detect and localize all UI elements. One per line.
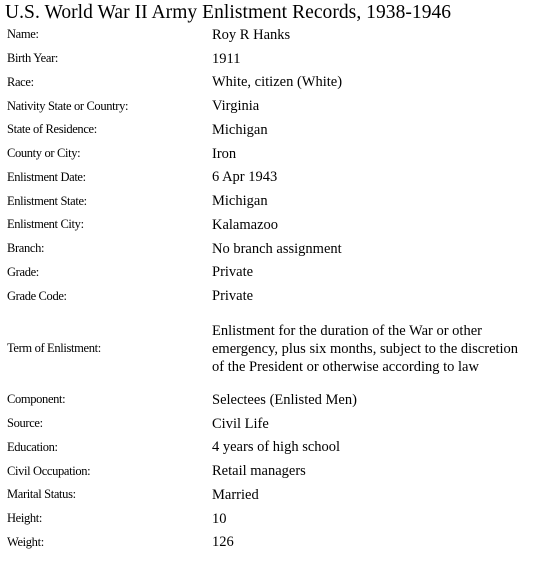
field-label: Grade Code: (7, 288, 67, 303)
record-row-enlistment-state (7, 189, 532, 213)
record-row-grade (7, 261, 532, 285)
field-label: Nativity State or Country: (7, 98, 129, 113)
record-row-enlistment-date (7, 166, 532, 190)
field-label: Education: (7, 439, 58, 454)
field-value: Iron (212, 145, 237, 162)
field-label: State of Residence: (7, 122, 97, 137)
page-title: U.S. World War II Army Enlistment Records, 1938-1946 (5, 2, 452, 23)
field-label: Grade: (7, 264, 39, 279)
field-label: Weight: (7, 534, 44, 549)
field-value: Selectees (Enlisted Men) (212, 391, 357, 408)
field-label: Source: (7, 416, 43, 431)
record-row-education (7, 436, 532, 460)
record-row-grade-code (7, 284, 532, 308)
record-row-birth-year (7, 47, 532, 71)
field-value: 4 years of high school (212, 439, 341, 456)
field-label: Marital Status: (7, 487, 76, 502)
field-value: No branch assignment (212, 240, 342, 257)
field-value: Kalamazoo (212, 216, 279, 233)
field-label: Term of Enlistment: (7, 340, 101, 355)
field-value: 126 (212, 534, 234, 551)
record-row-county (7, 142, 532, 166)
record-row-height (7, 507, 532, 531)
record-row-component (7, 388, 532, 412)
field-label: Civil Occupation: (7, 463, 91, 478)
record-row-weight (7, 531, 532, 555)
field-value: Virginia (212, 98, 260, 115)
field-label: Enlistment City: (7, 217, 84, 232)
field-label: Enlistment State: (7, 193, 87, 208)
field-value: Private (212, 264, 254, 281)
record-row-source (7, 412, 532, 436)
record-row-term-of-enlistment (7, 308, 532, 388)
field-label: Height: (7, 511, 43, 526)
field-label: Birth Year: (7, 51, 59, 66)
record-row-nativity (7, 94, 532, 118)
record-row-name (7, 23, 532, 47)
field-value: White, citizen (White) (212, 74, 343, 91)
field-label: Component: (7, 392, 66, 407)
field-label: Name: (7, 27, 39, 42)
record-row-state-of-residence (7, 118, 532, 142)
field-label: Enlistment Date: (7, 169, 86, 184)
field-value: Enlistment for the duration of the War or other emergency, plus six months, subject to the discretion of the President or otherwise according to law (212, 323, 519, 375)
field-value: Michigan (212, 193, 268, 210)
record-row-civil-occupation (7, 459, 532, 483)
field-label: County or City: (7, 146, 81, 161)
record-row-branch (7, 237, 532, 261)
field-value: 1911 (212, 50, 241, 67)
field-label: Branch: (7, 241, 45, 256)
field-value: Michigan (212, 121, 268, 138)
record-row-race (7, 71, 532, 95)
field-value: Roy R Hanks (212, 26, 291, 43)
field-value: Retail managers (212, 463, 306, 480)
field-value: 10 (212, 510, 227, 527)
field-value: Civil Life (212, 415, 269, 432)
record-row-marital-status (7, 483, 532, 507)
record-row-enlistment-city (7, 213, 532, 237)
field-value: Married (212, 486, 259, 503)
field-value: 6 Apr 1943 (212, 169, 278, 186)
field-value: Private (212, 288, 254, 305)
field-label: Race: (7, 74, 34, 89)
enlistment-record-table (7, 23, 532, 554)
